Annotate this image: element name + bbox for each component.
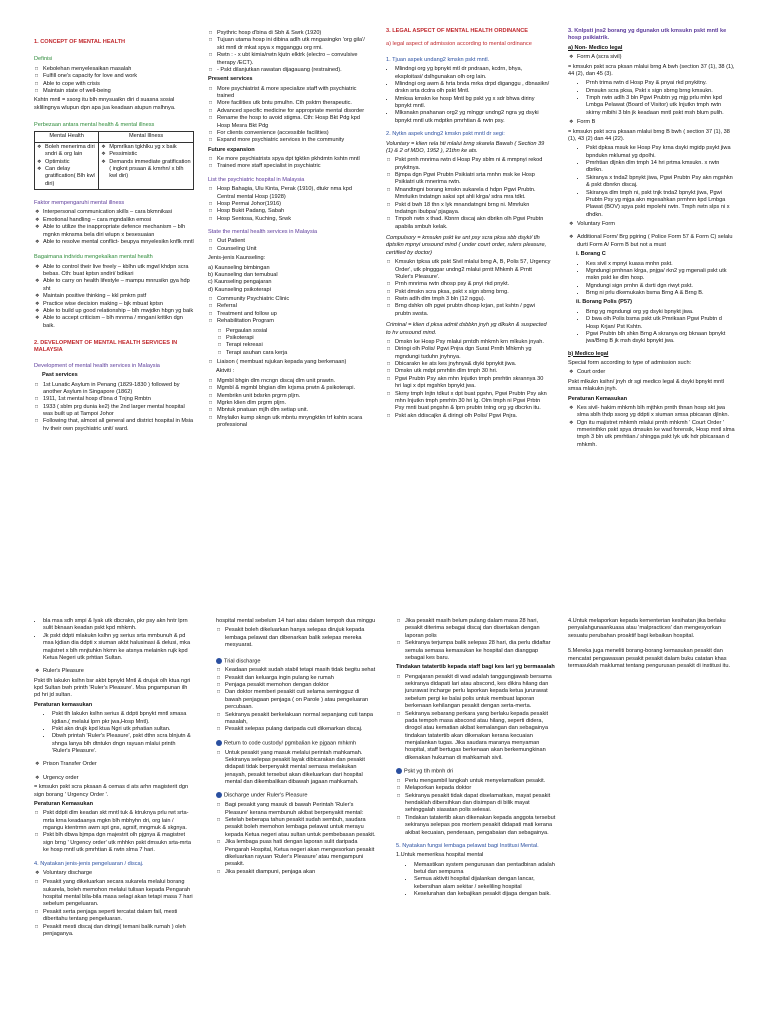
urgency-order-text: = kmsukn pskt scra pksaan & cemas d ats arhn magisterit dgn sign borang ' Urgency Order '. (34, 784, 189, 798)
psychiatric-hosp-list (208, 30, 368, 74)
section-5-point-1: 1.Untuk memeriksa hospital mental (396, 852, 484, 859)
peraturan-list-2 (34, 810, 194, 854)
state-services-heading: State the mental health services in Malaysia (208, 229, 318, 235)
list-item: □ More facilities utk bntu pmulhn. Cth psktrn therapeutic. (217, 100, 368, 107)
list-item: ❖ Boleh menerima diri sndri & org lain (45, 144, 96, 159)
list-item: ❖ Prison Transfer Order (43, 761, 194, 768)
bunuh-diri-list (396, 778, 556, 837)
list-item: □ Jika pesakit diampuni, penjaga akan (225, 869, 376, 876)
list-item: □ Dan doktor memberi pesakit cuti selama semingguz di bawah penjagaan penjaga ( on Parole ) atau pengeluaran percubaan. (225, 689, 376, 711)
table-header: Mental Illness (99, 132, 194, 142)
list-item: □ Sekiranya pesakit berkelakuan normal sepanjang cuti tanpa masalah, (225, 712, 376, 727)
list-item: ❖ Interpersonal communication skills – cara bkmnikasi (43, 209, 194, 216)
state-services-list-2 (208, 296, 368, 326)
borang-polis-heading: ii. Borang Polis (P57) (576, 299, 632, 306)
section-2-subtitle: Development of mental health services in Malaysia (34, 362, 160, 369)
list-item: ❖ Dgn itu majistret mhkmh mlalui prnth mhkmh ' Court Order ' mmerinthkn pskt spya dmsukn ke wad forensik, Hosp mntl slma tmph 3 bln utk pmrhtian./ shingga pskt lyk utk hdr pbicaraan d mhkmh. (577, 420, 736, 450)
list-item: □ Pesakit boleh dikeluarkan hanya selepas dirujuk kepada lembaga pelawat dan dibenarkan balik selepas mereka mesyuarat. (225, 627, 376, 649)
section-3-title: 3. LEGAL ASPECT OF MENTAL HEALTH ORDINANCE (386, 28, 529, 34)
list-item: □ Pgwi Prubtn Psy akn mhn Injutkn tmph pmrhtin skrannya 30 hri lagi x dpt mgshkn bpnykt jwa. (395, 376, 551, 391)
list-item: ❖ Able to utilize the inappropriate defence mechanism – blh mgnkn mknsma bela diri wlupn x besesuaian (43, 224, 194, 239)
top-column-3 (386, 28, 551, 568)
present-services-label: Present services (208, 76, 253, 83)
list-item: □ Jika lembaga puas hati dengan laporan sulit daripada Pengarah Hospital, Ketua negeri akan mengesorkan pesakit dikeluarkan rayuan 'Ruler's Pleasure' atau mengampuni pesakit. (225, 839, 376, 869)
rehab-list (208, 328, 368, 358)
list-item: □ Terapi asuhan cara kerja (226, 350, 368, 357)
faktor-list (34, 209, 194, 246)
list-item: ❖ Urgency order (43, 775, 194, 782)
list-item: □ Pesakit selepas pulang daripada cuti dikenarkan discaj. (225, 726, 376, 733)
list-item: □ Mgmbl & mgmbl bhgian dlm krjsma prwtn & psikoterapi. (217, 385, 368, 392)
list-item: □ Kebolehan menyelesaikan masalah (43, 66, 194, 73)
court-order-text: Pskt mlkukn ksihn/ jnyh dr sgi medico legal & dsyki bpnykt mntl smsa mlakukn jnyh. (568, 378, 725, 393)
list-item: □ Dmskn ke Hosp Psy mlalui prntdh mhkmh krn mlkukn jnyah. (395, 339, 551, 346)
medico-legal-text: Special form according to type of admission such: (568, 360, 692, 366)
intro-text: hospital mental sebelum 14 hari atau dalam tempoh dua minggu (216, 618, 376, 624)
list-item: • Tmph rwtn adlh 3 bln Pgwi Prubtn yg mjg prlu mhn kpd Lmbga Pelawat (Board of Visitor) utk Injutkn tmph rwtn skirny mlbihi 3 bln jk keadaan mntl pskt msh blum pulih. (586, 95, 736, 117)
hospital-list-heading: List the psychiatric hospital in Malaysia (208, 176, 305, 183)
list-item: □ Following that, almost all general and district hospital in Msia hv their own psychiatric unit/ ward. (43, 418, 194, 433)
bunuh-diri-label: Pskt yg tlh mbnh dri (404, 768, 454, 775)
medico-legal-heading: b) Medico legal (568, 350, 609, 357)
list-item: □ Pskt blh dbwa bjmpa dgn majestrit olh pjgnya & magistret sign brng ' Urgency order' utk mhhkn pskt dmsukn srta-mrta ke hosp mntl utk pmrhtian & rwtn slma 7 hari. (43, 832, 194, 854)
section-4-title: 4. Nyatakan jenis-jenis pengeluaran / discaj. (34, 860, 144, 867)
top-column-1 (34, 36, 194, 566)
voluntary-text: Voluntary = klien rela hti mlalui brng skarela Bawah ( Section 39 (1) & 2 of MDO, 1952 ), 21thn ke ats. (386, 140, 545, 154)
list-item: • Skiranya dlm tmph ni, pskt tnjk tnda2 bpnykt jiwa, Pgwi Prubtn Psy yg mjga akn mgesahkan prmhnn kpd Lmbga Plawat (BOV) spya pskt mpolehi rwtn. Tmph rwtn slps ni x dhdkn. (586, 190, 736, 220)
trial-discharge-label: Trial discharge (224, 657, 261, 664)
list-item: □ Tindakan tatatertib akan dikenakan kepada anggota tersebut sekiranya selepas pos mortem pesakit didapati mati kerana akibat kecuaian, penderaan, pengabaian dan sebagainya. (405, 815, 556, 837)
list-item: □ Setelah beberapa tahun pesakit sudah sembuh, saudara pesakit boleh memohon lembaga pelawat untuk merayu kepada Ketua negeri atau sultan untuk pembebasan pesakit. (225, 817, 376, 839)
list-item: ❖ Voluntary Form (577, 221, 736, 228)
list-item: • Mgndungi prnhnan klrga, pnjga/ rkn2 yg mgenali pskt utk mskn pskt ke dlm hosp. (586, 268, 736, 283)
hospital-list (208, 186, 368, 223)
list-item: ❖ Able to accept criticism – blh mnrma / mngani kritikn dgn baik. (43, 315, 194, 330)
list-item: □ Counseling Unit (217, 246, 368, 253)
list-item: • Mlindngi org awm & hrta bnda mrka drpd diganggu , dbnasikn/ drskn srta dcdra olh pskt Mntl. (395, 81, 551, 96)
list-item: • Pskt akn drujk kpd ktua Ngri utk prhatian sultan. (52, 726, 194, 733)
bottom-column-1 (34, 618, 194, 1018)
list-item: □ Sekiranya terjumpa balik selepas 28 hari, dia perlu didaftar semula semasa kemasukan ke hospital dan dianggap sebagai kes baru. (405, 640, 556, 662)
nytkn-heading: 2. Nytkn aspek undng2 kmskn pskt mntl dr segi: (386, 131, 505, 138)
list-item: □ Pergaulan sosial (226, 328, 368, 335)
list-item: □ Sekiranya pesakit tidak dapat diselamatkan, mayat pesakit hendaklah dibersihkan dan disimpan di bilik mayat sehinggalah siasatan polis selesai. (405, 793, 556, 815)
form-b-text: = kmsukn pskt scra pksaan mlalui brng B bwh ( section 37 (1), 38 (1), 43 (2) dan 44 (22). (568, 128, 730, 142)
list-item: □ Skrny tmph Injtn tdkut x dpt buat pgshn, Pgwi Prubtn Psy akn mhn Injutkn tmph pmrhtn 30 hri lg. Olm tmph ni Pgwi Prbtn Psy mnti buat pngshn & lprn prubtn tntng org yg dbcrkn itu. (395, 391, 551, 413)
aktiviti-list (208, 378, 368, 430)
present-services-list (208, 86, 368, 145)
list-item: □ 1st Lunatic Asylum in Penang (1829-1830 ) followed by another Asylum in Singapore (1862) (43, 382, 194, 397)
list-item: □ Pesakit mesti discaj dan diringi( temani balik rumah ) oleh penjaganya. (43, 924, 194, 939)
list-item: □ Brng dshkn olh pgwi prubtn dhosp krjan, pst kshtn / pgwi prubtn swsta. (395, 303, 551, 318)
list-item: ❖ Able to carry on health lifestyle – mampu mnrusikn gya hdp sht (43, 278, 194, 293)
ruler-discharge-list (216, 802, 376, 876)
list-item: □ Rename the hosp to avoid stigma. Cth: Hosp Bkt Pdg kpd Hosp Mesra Bkt Pdg (217, 115, 368, 130)
list-item: ❖ Can delay gratification( Blh kwl diri) (45, 166, 96, 188)
aktiviti-label: Aktviti : (216, 368, 235, 375)
list-item: □ More psychiatrist & more specialize staff with psychiatric trained (217, 86, 368, 101)
list-item: □ Jika pesakit masih belum pulang dalam masa 28 hari, pesakit diterima sebagai discaj dan disertakan dengan laporan polis (405, 618, 556, 640)
list-item: • Jk pskt ddpti mlakukn kslhn yg serius srta mmbunuh & pd msa kjdian dia ddpti x siuman akbt halusinasi & delusi, mka majistret x blh mnjtuhkn hkmn ke atsnya melainkn rujk kpd Ketua Negeri utk prhtian Sultan. (43, 633, 194, 663)
list-item: □ Bjmpa dgn Pgwi Prubtn Psikiatri srta mnhn msk ke Hosp Psikiatri utk mnerima rwtn. (395, 172, 551, 187)
list-item: □ Keadaan pesakit sudah stabil tetapi masih tidak begitu sehat (225, 667, 376, 674)
prison-transfer-list (34, 761, 194, 782)
intro-list (396, 618, 556, 662)
list-item: □ Pskt ddpti dlm keadan skt mntl tuk & ktruknya prlu rwt srta-mrta krna keadaanya mgkn blh mbhyhn dri, org lain / mgangu ktentrmn awm spt gns, agrsif, mngmuk & skgnya. (43, 810, 194, 832)
list-item: □ Liaison ( membuat rujukan kepada yang berkenaan) (217, 359, 368, 366)
list-item: ❖ Court order (577, 369, 736, 376)
list-item: □ Mnandtngni borang kmskn sukarela d hdpn Pgwi Prubtn. Mmrluikn tndatngn saksi spt ahli klrga/ sdra mra tdkt. (395, 187, 551, 202)
past-services-list (34, 382, 194, 434)
comparison-table (34, 131, 194, 190)
list-item: □ Pskt dmskn scra pksa, pskt x sign sbrng brng. (395, 289, 551, 296)
list-item: □ Sekiranya sebarang perkara yang berlaku kepada pesakit pada tempoh masa abscond atau hilang, seperti didera, dirogol atau kematian akibat kemalangan dan sebagainya tindakan tatatertib akan dikenakan kerana kecuaian menjalankan tugas. Jika saudara maranya menyaman hospital, staff bertugas berkenaan akan berkemungkinan dikenakan hukuman di mahkamah sivil. (405, 711, 556, 763)
list-item: ❖ Kes sivil- hakim mhkmh blh mjthkn prnth thnan hosp skt jwa slma sblh thdp ssorg yg ddpti x siuman smsa pbicaran djlnkn. (577, 405, 736, 420)
trial-discharge-list (216, 667, 376, 733)
list-item: □ Referral (217, 303, 368, 310)
list-item: □ For clients convenience (accessible facilities) (217, 130, 368, 137)
list-item: □ Dmskn utk mdpt pmrhtin dlm tmph 30 hri. (395, 368, 551, 375)
list-item: □ Rwtn adlh dlm tmph 3 bln (12 nggu). (395, 296, 551, 303)
list-item: □ Kmsukn tpksa utk pskt Sivil mlalui brng A, B, Polis 57, Urgency Order', utk plngggar undng2 mlalui prntt Mhkmh & Prntt 'Ruler's Pleasure'. (395, 259, 551, 281)
jenis-kaunseling-label: Jenis-jenis Kaunseling: (208, 255, 266, 262)
section-3b-title: 3. Knlpsti jns2 borang yg dgunakn utk kmsukn pskt mntl ke hosp psikiatrik. (568, 28, 727, 42)
form-a-text: = kmsukn pskt scra pksan mlalui brng A bwh (section 37 (1), 38 (1), 44 (2), dan 45 (3). (568, 63, 735, 77)
section-3-subtitle: a) legal aspect of admission according to mental ordinance (386, 41, 532, 48)
list-item: □ Psikoterapi (226, 335, 368, 342)
list-item: □ Membrikn unit bdsrkn prgrm pljrn. (217, 393, 368, 400)
list-item: ❖ Optimistic (45, 159, 96, 166)
list-item: □ Community Psychiatric Clinic (217, 296, 368, 303)
list-item: □ Pskt akn ddiscajkn & diringi olh Polis/ Pgwi Pnjra. (395, 413, 551, 420)
return-custody-heading (216, 740, 376, 748)
section-2-title: 2. DEVELOPMENT OF MENTAL HEALTH SERVICES IN MALAYSIA (34, 340, 178, 354)
return-custody-list (216, 750, 376, 787)
bottom-column-3 (396, 618, 556, 1018)
list-item: □ Treatment and follow up (217, 311, 368, 318)
list-item: □ Hosp Permai Johor(1916) (217, 201, 368, 208)
section-5-title: 5. Nyatakan fungsi lembaga pelawat bagi Institusi Mental. (396, 842, 539, 849)
list-item: ❖ Able to control their live freely – kblhn utk mgwl khdpn scra bebas. Cth: buat kptsn sndiri/ bdikari (43, 264, 194, 279)
kaunseling-item: a) Kaunseling bimbingan (208, 264, 270, 271)
voluntary-list (386, 157, 551, 231)
voluntary-discharge-heading (34, 870, 194, 877)
list-item: ❖ Additional Form/ Brg pgiring ( Police Form 57 & Form C) selalu durti Form A/ Form B but not a must (577, 234, 736, 249)
list-item: □ Able to cope with crisis (43, 81, 194, 88)
bunuh-diri-heading (396, 768, 556, 776)
list-item: ❖ Practice wise decision making – bjk mbuat kptsn (43, 301, 194, 308)
list-item: • Memastikan system pengurusan dan pentadbiran adalah betul dan sempurna (414, 862, 556, 877)
perbezaan-heading: Perbezaan antara mental health & mental illness (34, 122, 155, 128)
top-column-4 (568, 28, 736, 568)
peraturan-list (568, 405, 736, 449)
list-item: • Keselurahan dan kebajikan pesakit dijaga dengan baik. (414, 891, 556, 898)
list-item: • Mlksnakn pnahanan org2 yg mlnggr undng2 ngra yg dsyki bpnykt mntl utk mdptkn pmrhtian & rwtn psy. (395, 110, 551, 125)
list-item: ❖ Voluntary discharge (43, 870, 194, 877)
list-item: □ Untuk pesakit yang masuk melalui perintah mahkamah. Sekiranya selepas pesakit layak dibicarakan dan pesakit didapati tidak berpenyakit mental semasa melakukan jenayah, pesakit tersebut akan dikeluarkan dari hospital mental dan dikembalikan dibawah jagaan mahkamah. (225, 750, 376, 787)
definisi-text: Kshtn mntl = ssorg itu blh mnysuaikn diri d suasna sosial sklilingnya wlupun dpn apa jua keadaan atupun mslhnya. (34, 97, 176, 111)
bullet-icon (216, 740, 222, 746)
form-a-list (568, 54, 736, 61)
list-item: ❖ Form B (577, 119, 736, 126)
list-item: □ - Pskt dilanjutkan rawatan dijagauang (restrained). (217, 67, 368, 74)
bagaimana-heading: Bagaimana individu mengekalkan mental health (34, 254, 153, 261)
intro-list (34, 618, 194, 662)
list-item: □ Pesakit dan keluarga ingin pulang ke rumah (225, 675, 376, 682)
trial-discharge-heading (216, 658, 376, 666)
tatatertib-list (396, 674, 556, 763)
list-item: □ Mgmbl bhgin dlm rncngn discaj dlm unit prawtn. (217, 378, 368, 385)
list-item: □ Ke more psychiatrists spya dpt tgktkn pkhdmtn kshtn mntl (217, 156, 368, 163)
peraturan-heading-2: Peraturan Kemasukan (34, 800, 94, 807)
list-item: • Brng ni prlu dkemukakn bsma Brng A & Brng B. (586, 290, 736, 297)
list-item: • Skiranya x tnda2 bpnykt jiwa, Pgwi Prubtn Psy akn mgshkn & pskt dbnrkn discaj. (586, 175, 736, 190)
court-order-list (568, 369, 736, 376)
list-item: ❖ Able to build up good relationship – blh mwjdkn hbgn yg baik (43, 308, 194, 315)
list-item: □ Mgrkn klien dlm prgrm pljrn. (217, 400, 368, 407)
list-item: □ Bagi pesakit yang masuk di bawah Perintah 'Ruler's Pleasure' kerana membunuh akibat berpenyakit mental: (225, 802, 376, 817)
list-item: • bla msa sdh smpi & lyak utk dbcrakn, pkr psy akn hntr lprn sulit bknaan keadan pskt kpd mhkmh. (43, 618, 194, 633)
list-item: ❖ Maintain positive thinking – kkl pmkrn pstf (43, 293, 194, 300)
past-services-label: Past services (42, 372, 78, 379)
ruler-discharge-heading (216, 792, 376, 800)
top-column-2 (208, 30, 368, 570)
kaunseling-item: c) Kaunseling pengajaran (208, 279, 272, 286)
list-item: ❖ Able to resolve mental conflict- beupya mnyelesikn knflk mntl (43, 239, 194, 246)
peraturan-heading: Peraturan kemasukan (34, 701, 93, 708)
definisi-heading: Definisi (34, 56, 53, 63)
kaunseling-item: d) Kaunseling psikoterapi (208, 286, 271, 293)
list-item: • Semua aktiviti hospital dijalankan dengan lancar, kebersihan alam sekitar / sekeliling hospital (414, 876, 556, 891)
list-item: □ Rehabilitation Program (217, 318, 368, 325)
criminal-list (386, 339, 551, 420)
list-item: □ Mbntuk pnatuan mjlh dlm setiap unit. (217, 407, 368, 414)
criminal-text: Criminal = klien d pksa admit dsbbkn jnyh yg dlkukn & suspected to hv unsound mind. (386, 322, 547, 336)
table-cell (99, 142, 194, 189)
list-item: • Pskt tlh lakukn kslhn serius & ddpti bpnykt mntl smasa kjdian.( melalui lprn pkr jwa,Hosp Mntl). (52, 711, 194, 726)
list-item: ❖ Form A (scra sivil) (577, 54, 736, 61)
list-item: • D bwa olh Polis bsma pskt utk Pmriksan Pgwi Prubtn d Hosp Krjan/ Pst Kshtn. (586, 316, 736, 331)
form-a-details (568, 80, 736, 117)
list-item: □ Tujuan utama hosp ini dibina adlh utk mngasingkn 'org gila'/ skt mntl dr mkat spya x mgganggu org rmi. (217, 37, 368, 52)
list-item: □ Prnh mnrima rwtn dhosp psy & pnyi rkd pnykt. (395, 281, 551, 288)
list-item: ❖ Ruler's Pleasure (43, 668, 194, 675)
peraturan-list (34, 711, 194, 755)
list-item: □ Pengajaran pesakit di wad adalah tanggungjawab bersama sekiranya didapati lari atau abscond, kes dikira hilang dan jururawat incharge perlu laporkan kepada ketua jururawat sebelum pergi ke balai polis untuk membuat laporan berkenaan kehilangan pesakit dengan serta-merta. (405, 674, 556, 711)
form-b-list (568, 119, 736, 126)
list-item: • Pgwi Prubtn blh shkn Brng A skranya org bknaan bpnykt jwa/Brng B jk msh dsyki bpnykt jwa. (586, 331, 736, 346)
list-item: ❖ Pessimistic (109, 151, 191, 158)
return-custody-label: Return to code custody/ pgmbalian ke pjgaan mhkmh (224, 740, 357, 747)
ruler-discharge-label: Discharge under Ruler's Pleasure (224, 792, 308, 799)
list-item: • Pskt dpksa msuk ke Hosp Psy krna dsyki mgidp psykt jiwa bpndukn mklumat yg dpolhi. (586, 145, 736, 160)
list-item: □ Perlu mengambil langkah untuk menyelamatkan pesakit. (405, 778, 556, 785)
bullet-icon (216, 792, 222, 798)
tatatertib-heading: Tindakan tatatertib kepada staff bagi kes lari yg bermasalah (396, 664, 555, 671)
tujuan-heading: 1. Tjuan aspek undang2 kmskn pskt mntl. (386, 56, 490, 63)
list-item: □ Hosp Bahagia, Ulu Kinta, Perak (1910), dtukr nma kpd Central mental Hosp (1928) (217, 186, 368, 201)
table-header: Mental Health (35, 132, 99, 142)
list-item: □ Psythric hosp d'bina di Sbh & Swrk (1920) (217, 30, 368, 37)
definisi-list (34, 66, 194, 96)
list-item: ❖ Mpmrlkan tgkhlku yg x baik (109, 144, 191, 151)
list-item: □ Maintain state of well-being (43, 88, 194, 95)
table-cell (35, 142, 99, 189)
list-item: □ Rwtn : - x ubt kimia/rwtn kjutn elktrk (electro – convulsive therapy /ECT). (217, 52, 368, 67)
peraturan-heading: Peraturan Kemasukan (568, 395, 628, 402)
list-item: □ Expand more psychiatric services in the community (217, 137, 368, 144)
bagaimana-list (34, 264, 194, 330)
state-services-list (208, 238, 368, 253)
list-item: □ Diringi olh Polis/ Pgwi Pnjra dgn Surat Prnth Mhkmh yg mgndungi tuduhn jnyhnya. (395, 346, 551, 361)
list-item: □ Fulfill one's capacity for love and work (43, 73, 194, 80)
list-item: □ Hosp Bukit Padang, Sabah (217, 208, 368, 215)
bullet-icon (396, 768, 402, 774)
list-item: □ Pskt prnh mnrima rwtn d Hosp Psy sblm ni & mmpnyi rekod pnykitnya. (395, 157, 551, 172)
list-item: □ Dbicarakn ke ats kes jnyhnya& diyki bpnykit jiwa. (395, 361, 551, 368)
non-medico-legal-heading: a) Non- Medico legal (568, 44, 623, 51)
list-item: □ Advanced specific medicine for appropriate mental disorder (217, 108, 368, 115)
borang-polis-list (568, 309, 736, 346)
list-item: • Mmksa kmskn ke hosp Mntl bg pskt yg x sdr bhwa diriny bpnykt mntl. (395, 96, 551, 111)
compulsory-text: Compulsory = kmsukn pskt ke unt psy scra pksa sbb dsyki/ tlh dptsikn mpnyi unsound mind ( under court order, rulers pleasure, certified by doctor) (386, 235, 547, 256)
list-item: • Mgndungi sign prnhn & dsrti dgn riwyt pskt. (586, 283, 736, 290)
tujuan-list (386, 66, 551, 125)
borang-c-heading: i. Borang C (576, 251, 606, 258)
list-item: □ Terapi rekreasi (226, 342, 368, 349)
bullet-icon (216, 658, 222, 664)
borang-c-list (568, 261, 736, 298)
list-item: □ Trained more staff specialist in psychiatric (217, 163, 368, 170)
list-item: • Brng yg mgndungi org yg dsyki bpnykt jiwa. (586, 309, 736, 316)
compulsory-list (386, 259, 551, 318)
list-item: • Prnh trima rwtn d Hosp Psy & pnyai rkd pnykitny. (586, 80, 736, 87)
liaison-list (208, 359, 368, 366)
list-item: □ Mnylaikn kump skngn utk mbntu mnyngktkn trf kshtn scara professional (217, 415, 368, 430)
rulers-pleasure-list (34, 668, 194, 675)
list-item: • Dbwh printah 'Ruler's Pleasure', pskt dthn scra blnjutn & shnga lanya blh dtntukn dngn rayuan mlalui printh 'Ruler's Pleasure'. (52, 733, 194, 755)
rulers-pleasure-text: Pskt tlh lakukn kslhn bsr akbt bpnykt Mntl & drujuk olh ktua ngri kpd Sultan bwh printh 'Ruler's Pleasure'. Msa pngampunan ilh pd hri jd sultan. (34, 677, 191, 699)
future-list (208, 156, 368, 171)
bottom-column-2 (216, 618, 376, 1018)
section-1-title: 1. CONCEPT OF MENTAL HEALTH (34, 39, 126, 45)
list-item: • Mlindngi org yg bpnykt mtl dr pndraan, kcdrn, bhya, eksploitasi/ dslhgunakan olh org lain. (395, 66, 551, 81)
voluntary-form-list (568, 221, 736, 249)
intro-list (216, 627, 376, 649)
section-5-list (396, 862, 556, 899)
list-item: □ Hosp Sentosa, Kuching, Srwk (217, 216, 368, 223)
list-item: □ Penjaga pesakit memohon dengan doktor (225, 682, 376, 689)
list-item: ❖ Emotional handling – cara mgndalikn emosi (43, 217, 194, 224)
list-item: • Dmsukn scra pksa, Pskt x sign sbrng brng kmsukn. (586, 88, 736, 95)
list-item: ❖ Demands immediate gratification ( ingknt prsaan & kmrhn/ x blh kwl diri) (109, 159, 191, 181)
list-item: □ Out Patient (217, 238, 368, 245)
kaunseling-item: b) Kaunseling dan temubual (208, 271, 278, 278)
form-b-details (568, 145, 736, 219)
list-item: □ 1933 ( sblm prg dunia ke2) the 2nd larger mental hospital was built up at Tampoi Johor (43, 404, 194, 419)
section-5-point-4: 4.Untuk melaporkan kepada kementerian kesihatan jika berlaku penyalahgunaankuasa atau 'malpractices' dan mengesyorkan sesuatu perubahan proaktif bagi kebaikan hospital. (568, 618, 726, 639)
future-expansion-label: Future expansion (208, 146, 255, 153)
faktor-heading: Faktor mempengaruhi mental illness (34, 200, 125, 206)
list-item: □ 1911, 1st mental hosp d'bna d Tnjng Rmbtn (43, 396, 194, 403)
list-item: • Pmrhtian dljnkn dlm tmph 14 hri prtma kmsukn. x rwtn dbrikn. (586, 160, 736, 175)
voluntary-discharge-list (34, 879, 194, 938)
list-item: □ Pskt d bwh 18 thn x lyk mnandatngni brng ni. Mmrlukn tndatngn ibubpa/ pjagaya. (395, 202, 551, 217)
list-item: □ Tmpoh rwtn x thad. Kbnrn discaj akn dbrikn olh Pgwi Prubtn apabila smbuh kelak. (395, 216, 551, 231)
list-item: □ Pesakit yang dikeluarkan secara sukarela melalui borang sukarela, boleh memohon melalui tulisan kepada Pengarah hospital mental bila-bila masa selagi akan tetapi masa 7 hari sebelum pengeluaran. (43, 879, 194, 909)
list-item: □ Pesakit serta penjaga seperti tercatat dalam fail, mesti diberitahu tentang pengeluaran. (43, 909, 194, 924)
list-item: • Kes sivil x mpnyi kuasa mnhn pskt. (586, 261, 736, 268)
list-item: □ Melaporkan kepada doktor (405, 785, 556, 792)
section-5-point-5: 5.Mereka juga meneliti borang-borang kemasukan pesakit dan mencatat pengawasan pesakit pesakit dalam buku catatan khas termasuklah maklumat tentang pengurusan pesakit di institusi itu. (568, 648, 730, 669)
bottom-column-4 (568, 618, 736, 818)
